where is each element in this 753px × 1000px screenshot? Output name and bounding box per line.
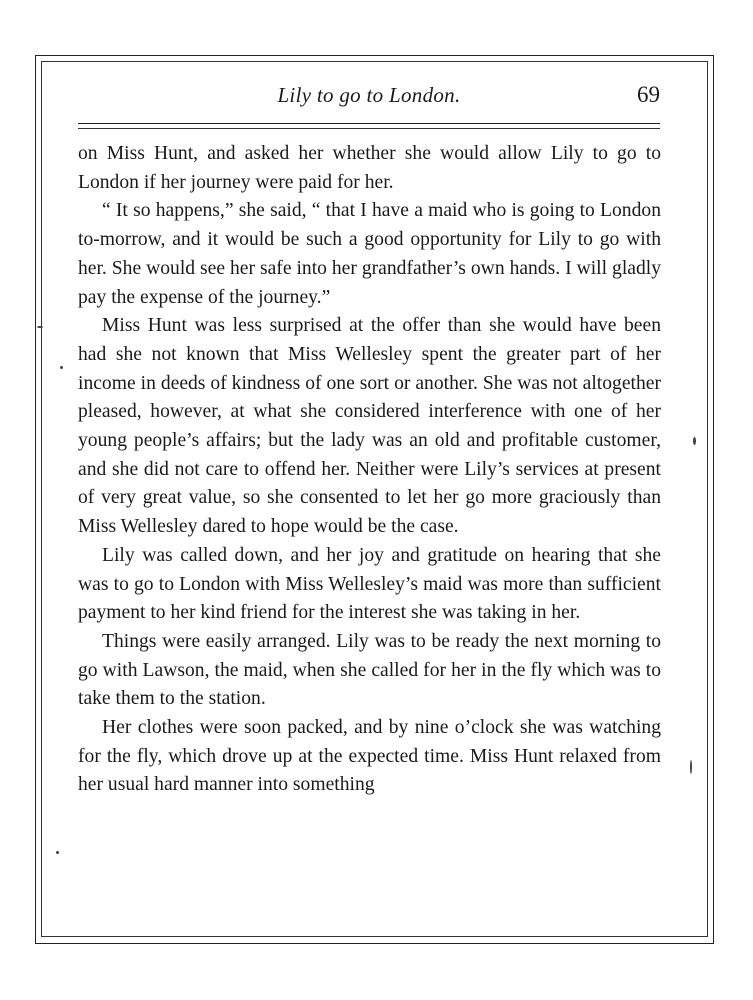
scan-speck [693,437,696,445]
paragraph-2: “ It so happens,” she said, “ that I have a maid who is going to London to-morrow, and it would be such a good opportunity for Lily to go with her. She would see her safe into her grandfather’s own hands. I will gladly pay the expense of the journey.” [78,200,661,308]
paragraph-3: Miss Hunt was less surprised at the offer than she would have been had she not known that Miss Wellesley spent the greater part of her income in deeds of kindness of one sort or another. She was not altogether pleased, however, at what she considered interference with one of her young people’s affairs; but the lady was an old and profitable customer, and she did not care to offend her. Neither were Lily’s services at present of very great value, so she consented to let her go more graciously than Miss Wellesley dared to hope would be the case. [78,315,661,538]
paragraph-6: Her clothes were soon packed, and by nine o’clock she was watching for the fly, which drove up at the expected time. Miss Hunt relaxed from her usual hard manner into something [78,717,661,796]
scan-speck [56,851,59,854]
running-head [78,80,660,112]
scan-speck [37,326,43,328]
paragraph-1: on Miss Hunt, and asked her whether she would allow Lily to go to London if her journey were paid for her. [78,143,661,193]
paragraph-4: Lily was called down, and her joy and gratitude on hearing that she was to go to London with Miss Wellesley’s maid was more than sufficient payment to her kind friend for the interest she was taking in her. [78,544,661,624]
header-rule-thin [78,128,660,129]
page-number: 69 [637,82,660,107]
scan-speck [690,760,692,774]
running-title: Lily to go to London. [277,83,461,107]
paragraph-5: Things were easily arranged. Lily was to be ready the next morning to go with Lawson, the maid, when she called for her in the fly which was to take them to the station. [78,630,661,710]
scan-speck [60,366,63,369]
body-text [78,140,661,800]
header-rule-thick [78,123,660,124]
